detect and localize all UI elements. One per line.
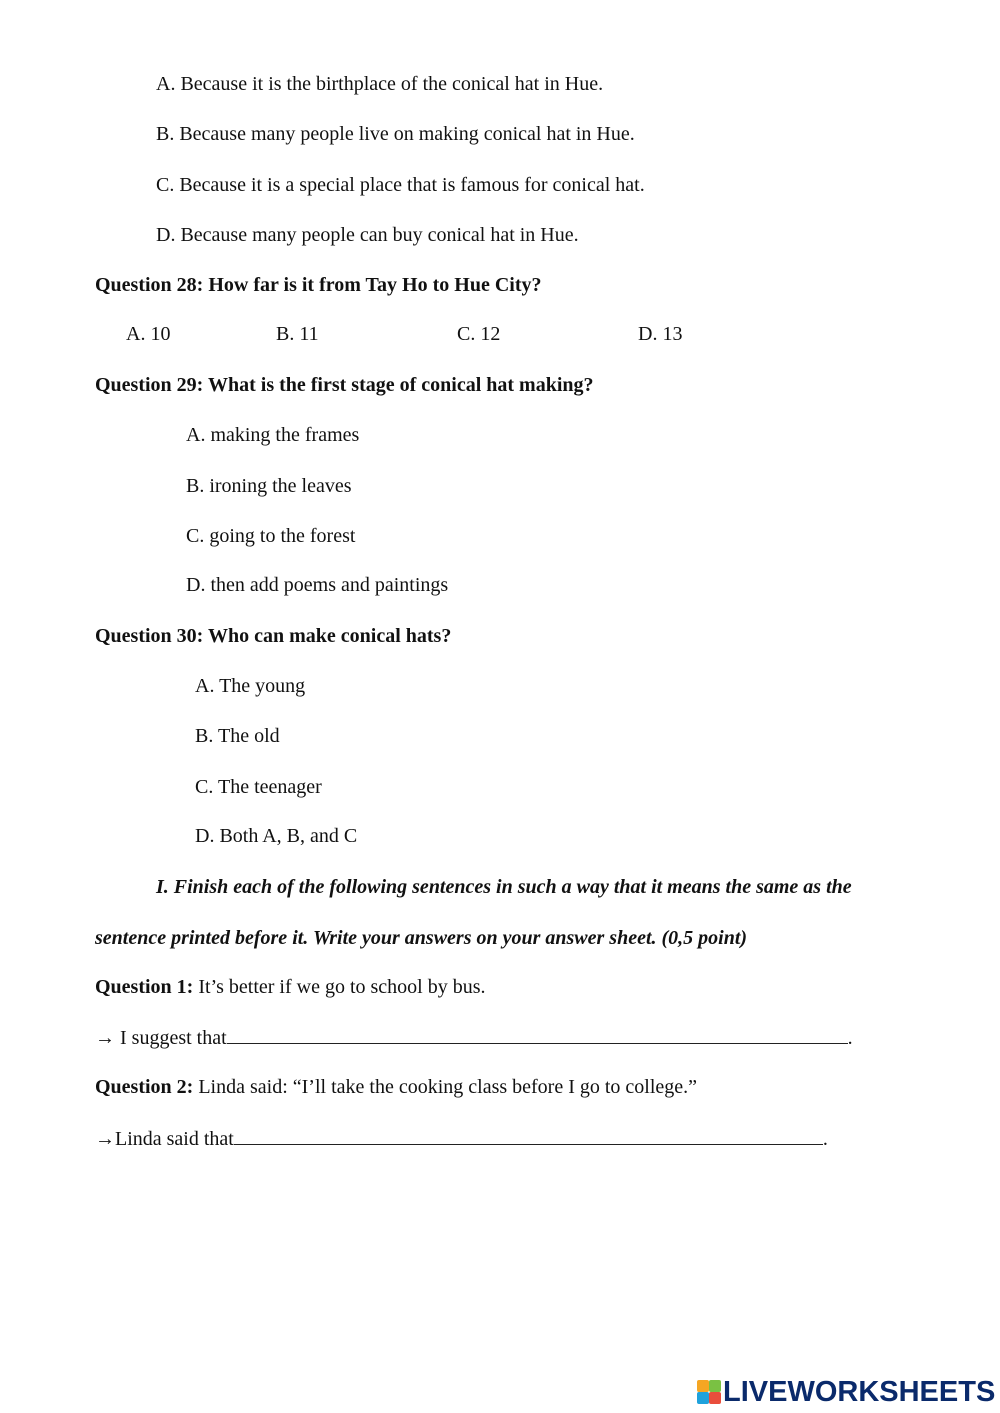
rewrite-answer-1-end: .	[847, 1027, 853, 1049]
q28-option-b: B. 11	[276, 323, 319, 345]
rewrite-answer-2	[95, 1126, 828, 1151]
q29-option-d: D. then add poems and paintings	[186, 574, 449, 596]
q28-option-c: C. 12	[457, 323, 501, 345]
rewrite-answer-1-prefix: → I suggest that	[95, 1027, 227, 1049]
q27-option-b: B. Because many people live on making conical hat in Hue.	[156, 123, 635, 145]
rewrite-answer-2-prefix: →Linda said that	[95, 1128, 234, 1150]
q30-option-b: B. The old	[195, 725, 280, 747]
rewrite-question-1-label: Question 1:	[95, 976, 194, 998]
q28-option-a: A. 10	[126, 323, 171, 345]
q28-option-d: D. 13	[638, 323, 683, 345]
q29-question: Question 29: What is the first stage of conical hat making?	[95, 374, 594, 396]
q29-option-b: B. ironing the leaves	[186, 475, 352, 497]
rewrite-question-1	[95, 975, 486, 999]
section-instruction-line2: sentence printed before it. Write your answers on your answer sheet. (0,5 point)	[95, 927, 748, 949]
rewrite-question-1-text: It’s better if we go to school by bus.	[193, 976, 486, 998]
rewrite-question-2-label: Question 2:	[95, 1076, 194, 1098]
rewrite-answer-1	[95, 1025, 853, 1050]
liveworksheets-logo	[697, 1377, 995, 1407]
rewrite-question-2	[95, 1075, 697, 1099]
section-instruction-line1: I. Finish each of the following sentences in such a way that it means the same as the	[156, 876, 852, 898]
q27-option-d: D. Because many people can buy conical hat in Hue.	[156, 224, 579, 246]
rewrite-question-2-text: Linda said: “I’ll take the cooking class before I go to college.”	[193, 1076, 698, 1098]
q29-option-a: A. making the frames	[186, 424, 360, 446]
rewrite-answer-2-end: .	[822, 1128, 828, 1150]
q27-option-c: C. Because it is a special place that is famous for conical hat.	[156, 174, 645, 196]
q27-option-a: A. Because it is the birthplace of the conical hat in Hue.	[156, 73, 604, 95]
liveworksheets-logo-text: LIVEWORKSHEETS	[723, 1375, 996, 1408]
q30-question: Question 30: Who can make conical hats?	[95, 625, 452, 647]
q30-option-d: D. Both A, B, and C	[195, 825, 358, 847]
q29-option-c: C. going to the forest	[186, 525, 356, 547]
q30-option-c: C. The teenager	[195, 776, 322, 798]
liveworksheets-logo-icon	[697, 1380, 721, 1404]
rewrite-answer-2-blank[interactable]	[234, 1126, 823, 1145]
q28-question: Question 28: How far is it from Tay Ho to Hue City?	[95, 274, 542, 296]
q30-option-a: A. The young	[195, 675, 306, 697]
rewrite-answer-1-blank[interactable]	[227, 1025, 848, 1044]
